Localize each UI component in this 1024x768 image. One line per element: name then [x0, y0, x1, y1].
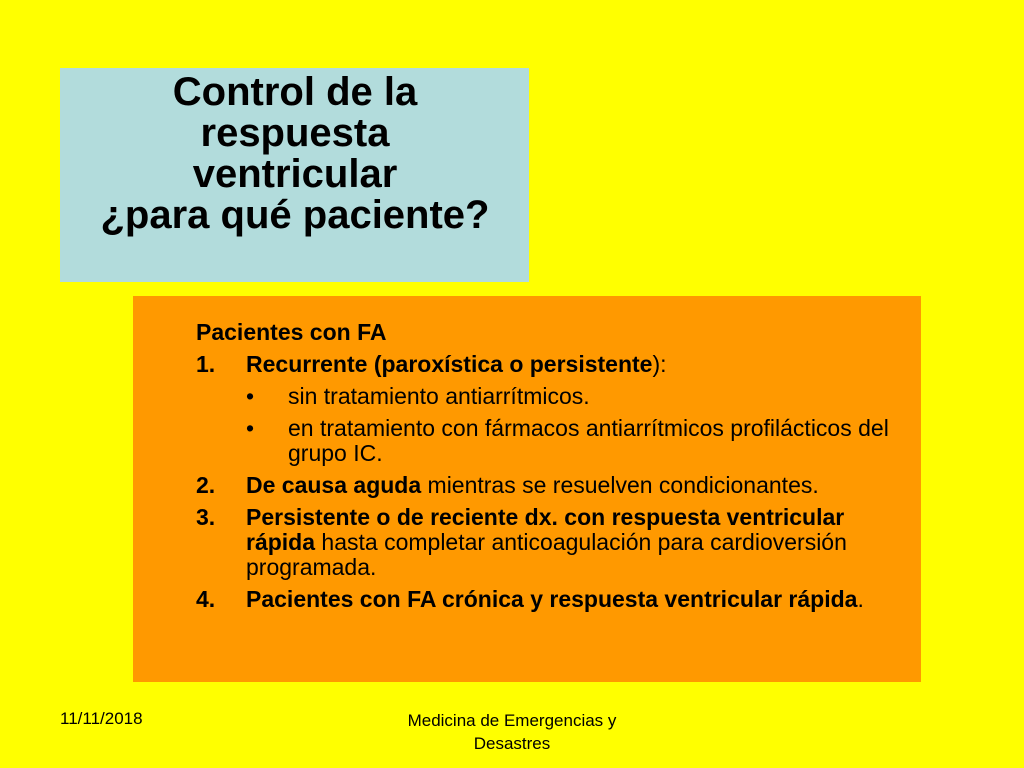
list-item-text: hasta completar anticoagulación para cardioversión programada.: [246, 529, 847, 580]
list-item-bold-text: De causa aguda: [246, 472, 422, 498]
slide-title: [0, 72, 590, 236]
bullet-icon: •: [246, 415, 255, 441]
list-item: [196, 587, 896, 612]
list-item: [196, 473, 896, 498]
list-item-number: 4.: [196, 586, 216, 612]
content-list: [196, 320, 896, 619]
sub-list-item-text: en tratamiento con fármacos antiarrítmicos profilácticos del grupo IC.: [288, 415, 889, 466]
sub-list-item-text: sin tratamiento antiarrítmicos.: [288, 383, 590, 409]
list-item: [196, 505, 896, 580]
slide-title-line: Control de la: [172, 70, 418, 114]
footer-date: 11/11/2018: [60, 709, 143, 728]
list-item: [196, 352, 896, 377]
list-item-number: 1.: [196, 351, 216, 377]
list-item-bold-text: Recurrente (paroxística o persistente: [246, 351, 653, 377]
list-item-text: ):: [652, 351, 667, 377]
list-item-bold-text: Persistente o de reciente dx. con respuesta ventricular rápida: [246, 504, 845, 555]
list-item-text: mientras se resuelven condicionantes.: [421, 472, 819, 498]
slide-title-line: ¿para qué paciente?: [100, 193, 490, 237]
sub-list-item: [196, 384, 896, 409]
list-item-number: 2.: [196, 472, 216, 498]
bullet-icon: •: [246, 383, 255, 409]
list-intro: Pacientes con FA: [196, 319, 387, 345]
footer-title: Medicina de Emergencias y Desastres: [407, 711, 617, 753]
list-item-text: .: [857, 586, 864, 612]
list-item-bold-text: Pacientes con FA crónica y respuesta ventricular rápida: [246, 586, 858, 612]
list-item-number: 3.: [196, 504, 216, 530]
slide-title-line: ventricular: [192, 152, 398, 196]
slide-title-line: respuesta: [200, 111, 390, 155]
sub-list-item: [196, 416, 896, 466]
